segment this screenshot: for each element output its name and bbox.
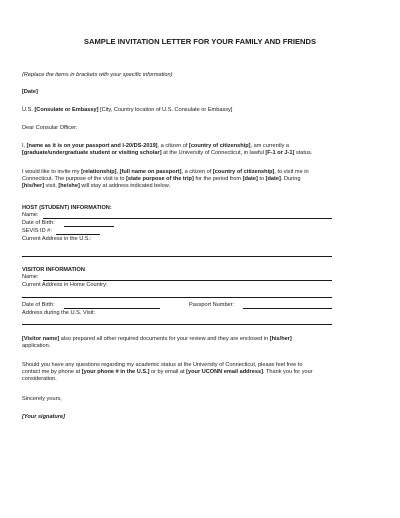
host-heading: HOST (STUDENT) INFORMATION:	[22, 205, 112, 211]
host-dob-field[interactable]	[64, 220, 114, 227]
paragraph-contact: Should you have any questions regarding my academic status at the University of Connecticut, please feel free to contact me by phone at [your phone # in the U.S.] or by email at [your UCONN email address]. Thank you for your consideration.	[22, 362, 313, 383]
visitor-details	[22, 302, 382, 318]
date-field: [Date]	[22, 89, 38, 95]
salutation: Dear Consular Officer:	[22, 125, 78, 131]
visitor-dob-field[interactable]	[64, 302, 160, 309]
visitor-name-field[interactable]	[43, 274, 332, 281]
paragraph-introduction: I, [name as it is on your passport and I-20/DS-2019], a citizen of [country of citizenship], am currently a [graduate/undergraduate student or visiting scholar] at the University of Connecticut, in lawful [F-1 or J-1] status.	[22, 143, 313, 157]
page-title: SAMPLE INVITATION LETTER FOR YOUR FAMILY AND FRIENDS	[83, 37, 317, 46]
paragraph-invitation: I would like to invite my [relationship], [full name on passport], a citizen of [country of citizenship], to visit me in Connecticut. The purpose of the visit is to [state purpose of the trip] for the period from [date] to [date]. During [his/her] visit, [he/she] will stay at address indicated below.	[22, 169, 309, 190]
host-dob-row: Date of Birth:	[22, 220, 382, 228]
host-address-field[interactable]	[22, 256, 332, 257]
host-sevis-row: SEVIS ID #:	[22, 228, 382, 236]
visitor-us-address-row: Address during the U.S. Visit:	[22, 310, 95, 316]
paragraph-documents: [Visitor name] also prepared all other required documents for your review and they are enclosed in [his/her] application.	[22, 336, 292, 350]
visitor-dob-passport-row: Date of Birth: Passport Number:	[22, 302, 382, 310]
visitor-address-field[interactable]	[22, 297, 332, 298]
host-name-row: Name:	[22, 212, 382, 220]
visitor-address-row: Current Address in Home Country:	[22, 282, 108, 289]
host-sevis-field[interactable]	[56, 228, 100, 235]
host-name-field[interactable]	[43, 212, 332, 219]
instruction-text: (Replace the items in brackets with your specific information)	[22, 72, 173, 78]
visitor-us-address-field[interactable]	[22, 324, 332, 325]
signature: [Your signature]	[22, 414, 65, 420]
visitor-passport-field[interactable]	[243, 302, 332, 309]
consulate-address: U.S. [Consulate or Embassy] [City, Country location of U.S. Consulate or Embassy]	[22, 107, 233, 113]
visitor-heading: VISITOR INFORMATION	[22, 267, 85, 273]
visitor-section	[22, 267, 382, 290]
host-address-row: Current Address in the U.S.:	[22, 236, 92, 243]
host-section	[22, 205, 382, 244]
closing: Sincerely yours,	[22, 396, 62, 402]
visitor-name-row: Name:	[22, 274, 382, 282]
